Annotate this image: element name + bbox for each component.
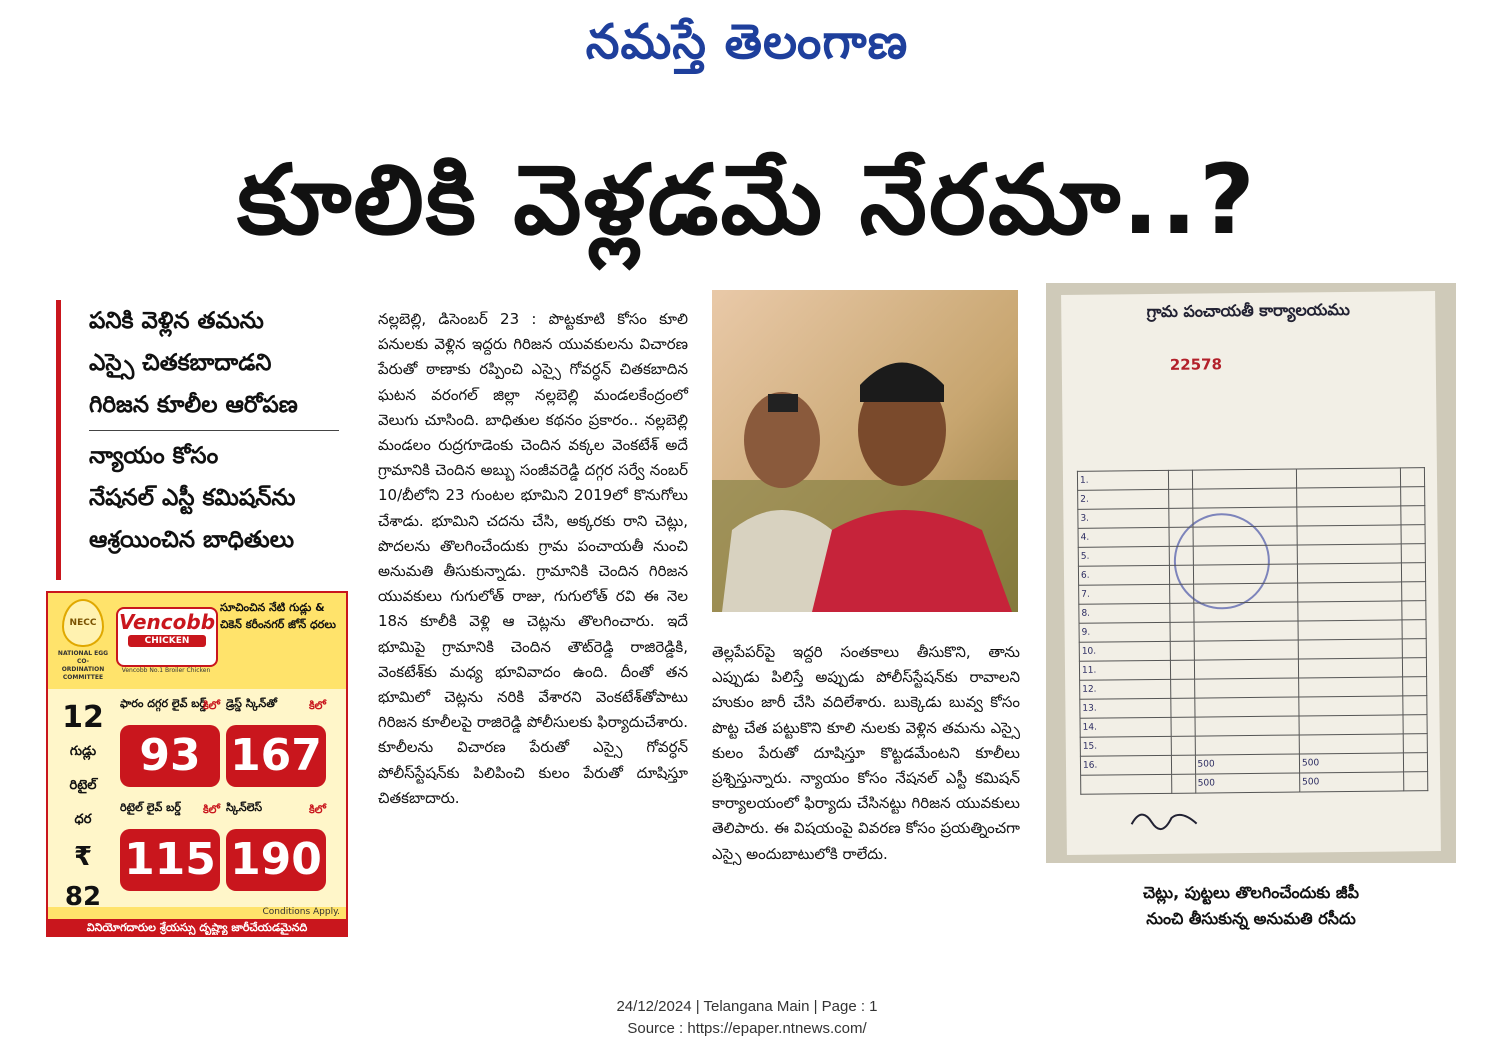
receipt-paper [1061, 291, 1441, 855]
deck-divider [89, 430, 339, 431]
receipt-number: 22578 [1169, 355, 1223, 374]
receipt-row: 9. [1079, 622, 1170, 642]
receipt-row: 12. [1080, 679, 1171, 699]
selfie-photo-illustration [712, 290, 1018, 612]
egg-count: 12 [62, 700, 104, 735]
ad-note: సూచించిన నేటి గుడ్లు & చికెన్ కరీంనగర్ జోన్ ధరలు [220, 601, 336, 631]
footer-source-line: Source : https://epaper.ntnews.com/ [627, 1020, 867, 1037]
receipt-row: 11. [1079, 660, 1170, 680]
caption-line: చెట్లు, పుట్టలు తొలగించేందుకు జీపీ [1143, 883, 1359, 902]
receipt-title: గ్రామ పంచాయతీ కార్యాలయము [1146, 299, 1350, 322]
rate-label: ధర [74, 812, 92, 827]
vencobb-ad [46, 591, 348, 937]
receipt-row: 16. [1080, 755, 1171, 775]
deck-line: న్యాయం కోసం [89, 443, 219, 469]
kilo-label: కిలో [202, 699, 220, 712]
price-box [120, 801, 220, 891]
receipt-row: 14. [1080, 717, 1171, 737]
price-label: స్కిన్‌లెస్ [226, 801, 263, 814]
price-value: 115 [120, 829, 220, 891]
kilo-label: కిలో [308, 699, 326, 712]
receipt-photo [1046, 283, 1456, 863]
signature [1126, 803, 1206, 834]
receipt-row: 1. [1077, 470, 1168, 490]
receipt-amount: 500 [1195, 754, 1300, 774]
deck-line: పనికి వెళ్లిన తమను [89, 308, 264, 334]
receipt-amount: 500 [1300, 772, 1405, 792]
kilo-label: కిలో [308, 803, 326, 816]
egg-price-column [52, 701, 114, 917]
brand-tag: Vencobb No.1 Broiler Chicken [121, 667, 211, 674]
article-column-1: నల్లబెల్లి, డిసెంబర్ 23 : పొట్టకూటి కోసం కూలి పనులకు వెళ్లిన ఇద్దరు గిరిజన యువకులను విచారణ పేరుతో ఠాణాకు రప్పించి ఎస్సై గోవర్ధన్ చితకబాదిన ఘటన వరంగల్ జిల్లా నల్లబెల్లి మండలకేంద్రంలో వెలుగు చూసింది. బాధితుల కథనం ప్రకారం.. నల్లబెల్లి మండలం రుద్రగూడెంకు చెందిన వక్కల వెంకటేశ్ అదే గ్రామానికి చెందిన అబ్బు సంజీవరెడ్డి దగ్గర సర్వే నంబర్ 10/బీలోని 23 గుంటల భూమిని 2019లో కొనుగోలు చేశాడు. భూమిని చదను చేసి, అక్కరకు రాని చెట్లు, పొదలను తొలగించేందుకు గ్రామ పంచాయతీ నుంచి అనుమతి తీసుకున్నాడు. గ్రామానికి చెందిన గిరిజన యువకులు గుగులోత్ రాజు, గుగులోత్ రవి ఈ నెల 18న కూలీకి వెళ్లి ఆ చెట్లను తొలగించారు. ఇదే భూమిపై గ్రామానికి చెందిన తౌట్‌రెడ్డి రాజిరెడ్డికి, వెంకటేశ్‌కు మధ్య భూవివాదం ఉంది. దీంతో తన భూమిలో చెట్లను నరికి వేశారని వెంకటేశ్‌తోపాటు గిరిజన కూలీలపై రాజిరెడ్డి పోలీసులకు ఫిర్యాదుచేశారు. కూలీలను విచారణ పేరుతో ఎస్సై గోవర్ధన్ పోలీస్‌స్టేషన్‌కు పిలిపించి కులం పేరుతో దూషిస్తూ చితకబాదారు. [378, 310, 688, 807]
article-photo [712, 290, 1018, 612]
necc-logo [56, 599, 110, 685]
newspaper-masthead: నమస్తే తెలంగాణ [585, 14, 909, 70]
retail-label: రిటైల్ [69, 778, 97, 793]
price-box [120, 697, 220, 787]
receipt-row: 3. [1078, 508, 1169, 528]
price-value: 167 [226, 725, 326, 787]
egg-price: ₹ 82 [64, 842, 102, 912]
receipt-row: 4. [1078, 527, 1169, 547]
eggs-label: గుడ్లు [69, 744, 97, 759]
price-label: ఫారం దగ్గర లైవ్ బర్డ్ [120, 697, 207, 710]
price-value: 93 [120, 725, 220, 787]
price-value: 190 [226, 829, 326, 891]
price-box [226, 697, 326, 787]
ad-footer: వినియోగదారుల శ్రేయస్సు దృష్ట్యా జారీచేయడమైనది [48, 919, 346, 937]
receipt-row: 8. [1079, 603, 1170, 623]
caption-line: నుంచి తీసుకున్న అనుమతి రసీదు [1146, 909, 1356, 928]
receipt-table [1077, 467, 1428, 795]
vencobb-logo [116, 607, 218, 667]
deck-line: నేషనల్ ఎస్టీ కమిషన్‌ను [89, 485, 296, 511]
deck-line: ఎస్సై చితకబాదాడని [89, 350, 272, 376]
ad-header [48, 593, 346, 689]
price-box [226, 801, 326, 891]
deck-line: గిరిజన కూలీల ఆరోపణ [89, 392, 298, 418]
conditions-note: Conditions Apply. [262, 907, 340, 917]
price-label: రిటైల్ లైవ్ బర్డ్ [120, 801, 181, 814]
deck-subheadings [56, 300, 356, 580]
price-label: డ్రెస్డ్ స్కిన్‌తో [226, 697, 278, 710]
footer-date-line: 24/12/2024 | Telangana Main | Page : 1 [616, 998, 878, 1015]
brand-sub: CHICKEN [128, 635, 206, 647]
receipt-row: 13. [1080, 698, 1171, 718]
egg-icon: NECC [62, 599, 104, 647]
necc-text: NATIONAL EGG CO-ORDINATION COMMITTEE [57, 650, 109, 681]
receipt-amount: 500 [1195, 773, 1300, 793]
headline: కూలికి వెళ్లడమే నేరమా..? [237, 144, 1257, 256]
page-footer [0, 996, 1494, 1040]
receipt-row: 6. [1078, 565, 1169, 585]
receipt-amount: 500 [1299, 753, 1404, 773]
receipt-row: 10. [1079, 641, 1170, 661]
receipt-row: 5. [1078, 546, 1169, 566]
article-column-2: తెల్లపేపర్‌పై ఇద్దరి సంతకాలు తీసుకొని, తాను ఎప్పుడు పిలిస్తే అప్పుడు పోలీస్‌స్టేషన్‌కు రావాలని హుకుం జారీ చేసి వదిలేశారు. బుక్కెడు బువ్వ కోసం పొట్ట చేత పట్టుకొని కూలి నులకు వెళ్లిన తమను ఎస్సై కులం పేరుతో దూషిస్తూ కొట్టడమేంటని కూలీలు ప్రశ్నిస్తున్నారు. న్యాయం కోసం నేషనల్ ఎస్టీ కమిషన్ కార్యాలయంలో ఫిర్యాదు చేసినట్టు గిరిజన యువకులు తెలిపారు. ఈ విషయంపై వివరణ కోసం ప్రయత్నించగా ఎస్సై అందుబాటులోకి రాలేదు. [712, 643, 1020, 863]
brand-name: Vencobb [118, 610, 216, 634]
deck-line: ఆశ్రయించిన బాధితులు [89, 527, 295, 553]
receipt-row: 2. [1078, 489, 1169, 509]
receipt-row: 15. [1080, 736, 1171, 756]
receipt-row: 7. [1079, 584, 1170, 604]
receipt-caption [1046, 880, 1456, 932]
kilo-label: కిలో [202, 803, 220, 816]
